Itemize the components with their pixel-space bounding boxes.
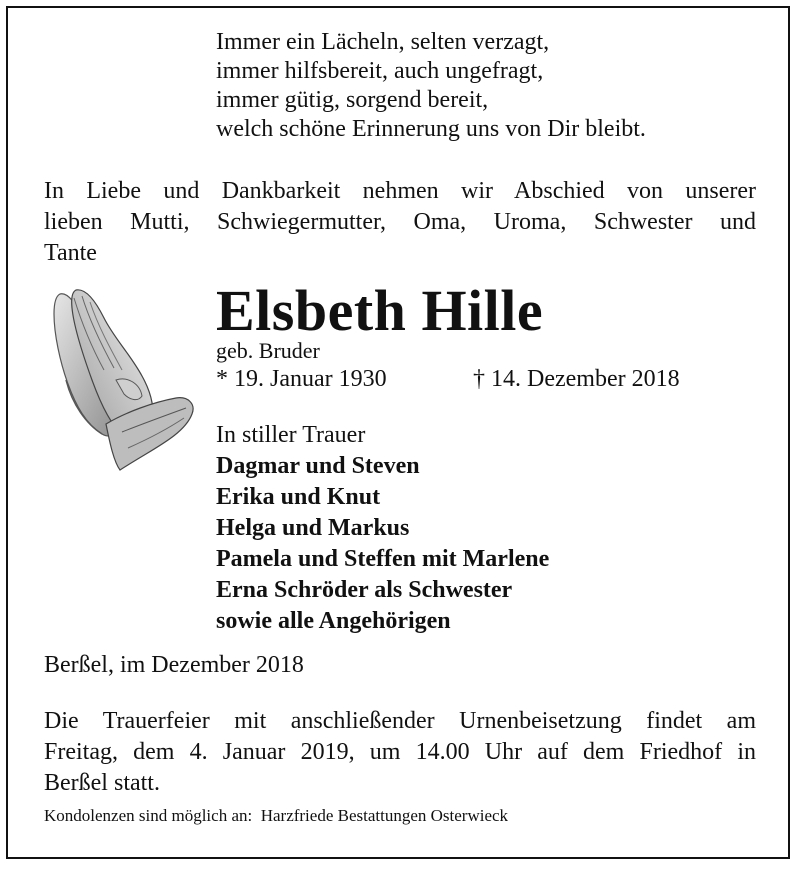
mourner-name: Erna Schröder als Schwester (216, 577, 513, 603)
intro-line: Tante (44, 240, 97, 266)
mourner-name: Pamela und Steffen mit Marlene (216, 546, 550, 572)
death-date: † 14. Dezember 2018 (473, 366, 680, 392)
funeral-info (44, 706, 756, 799)
mourner-name: Helga und Markus (216, 515, 410, 541)
mourner-name: sowie alle Angehörigen (216, 608, 451, 634)
poem-line: immer hilfsbereit, auch ungefragt, (216, 58, 544, 84)
poem-line: Immer ein Lächeln, selten verzagt, (216, 29, 550, 55)
poem-line: immer gütig, sorgend bereit, (216, 87, 489, 113)
mourner-name: Erika und Knut (216, 484, 381, 510)
poem-line: welch schöne Erinnerung uns von Dir bleibt. (216, 116, 646, 142)
funeral-line: Berßel statt. (44, 770, 160, 796)
mourners-heading: In stiller Trauer (216, 422, 366, 448)
place-date: Berßel, im Dezember 2018 (44, 652, 304, 678)
intro-line: In Liebe und Dankbarkeit nehmen wir Abschied von unserer (44, 178, 756, 204)
funeral-line: Die Trauerfeier mit anschließender Urnenbeisetzung findet am (44, 708, 756, 734)
intro-line: lieben Mutti, Schwiegermutter, Oma, Uroma, Schwester und (44, 209, 756, 235)
mourner-name: Dagmar und Steven (216, 453, 420, 479)
condolences-note: Kondolenzen sind möglich an: Harzfriede Bestattungen Osterwieck (44, 806, 509, 825)
intro-text (44, 176, 756, 269)
deceased-name: Elsbeth Hille (216, 278, 544, 343)
praying-hands-icon (46, 284, 198, 474)
birth-date: * 19. Januar 1930 (216, 366, 387, 392)
poem (216, 28, 646, 144)
mourners (216, 420, 549, 637)
birth-name: geb. Bruder (216, 338, 320, 363)
funeral-line: Freitag, dem 4. Januar 2019, um 14.00 Uhr auf dem Friedhof in (44, 739, 756, 765)
